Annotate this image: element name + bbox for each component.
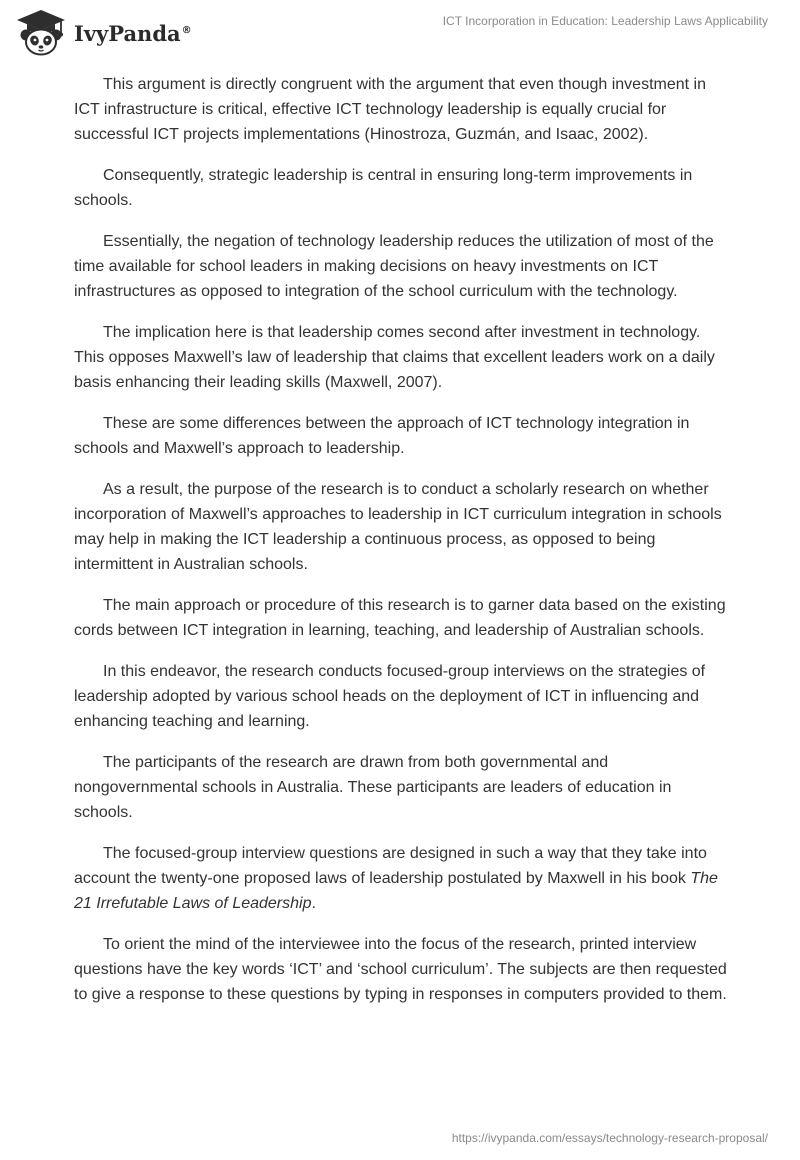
panda-graduate-icon	[14, 8, 68, 56]
book-title: The 21 Irrefutable Laws of Leadership	[74, 870, 718, 912]
paragraph: Essentially, the negation of technology leadership reduces the utilization of most of the time available for school leaders in making decisions on heavy investments on ICT infrastructures as opposed to integration of the school curriculum with the technology.	[74, 233, 714, 300]
paragraph-text: The focused-group interview questions are designed in such a way that they take into account the twenty-one proposed laws of leadership postulated by Maxwell in his book	[74, 845, 707, 887]
page-header	[0, 0, 800, 64]
paragraph-text-end: .	[311, 895, 316, 912]
paragraph: Consequently, strategic leadership is central in ensuring long-term improvements in schools.	[74, 167, 693, 209]
registered-mark: ®	[181, 24, 192, 36]
paragraph: To orient the mind of the interviewee into the focus of the research, printed interview questions have the key words ‘ICT’ and ‘school curriculum’. The subjects are then requested to give a response to these questions by typing in responses in computers provided to them.	[74, 936, 727, 1003]
document-title: ICT Incorporation in Education: Leadership Laws Applicability	[442, 14, 768, 28]
paragraph: These are some differences between the approach of ICT technology integration in schools and Maxwell’s approach to leadership.	[74, 415, 690, 457]
paragraph: The implication here is that leadership comes second after investment in technology. This opposes Maxwell’s law of leadership that claims that excellent leaders work on a daily basis enhancing their leading skills (Maxwell, 2007).	[74, 324, 715, 391]
paragraph: This argument is directly congruent with the argument that even though investment in ICT infrastructure is critical, effective ICT technology leadership is equally crucial for successful ICT projects implementations (Hinostroza, Guzmán, and Isaac, 2002).	[74, 76, 706, 143]
paragraph: The participants of the research are drawn from both governmental and nongovernmental schools in Australia. These participants are leaders of education in schools.	[74, 754, 672, 821]
paragraph: In this endeavor, the research conducts focused-group interviews on the strategies of leadership adopted by various school heads on the deployment of ICT in influencing and enhancing teaching and learning.	[74, 663, 706, 730]
essay-body	[74, 72, 734, 1023]
paragraph: As a result, the purpose of the research is to conduct a scholarly research on whether incorporation of Maxwell’s approaches to leadership in ICT curriculum integration in schools may help in making the ICT leadership a continuous process, as opposed to being intermittent in Australian schools.	[74, 481, 722, 573]
source-url[interactable]: https://ivypanda.com/essays/technology-research-proposal/	[451, 1131, 768, 1145]
logo-wordmark: IvyPanda®	[74, 20, 192, 46]
paragraph-book-reference	[74, 841, 734, 916]
paragraph: The main approach or procedure of this research is to garner data based on the existing cords between ICT integration in learning, teaching, and leadership of Australian schools.	[74, 597, 726, 639]
ivypanda-logo[interactable]	[14, 8, 192, 56]
